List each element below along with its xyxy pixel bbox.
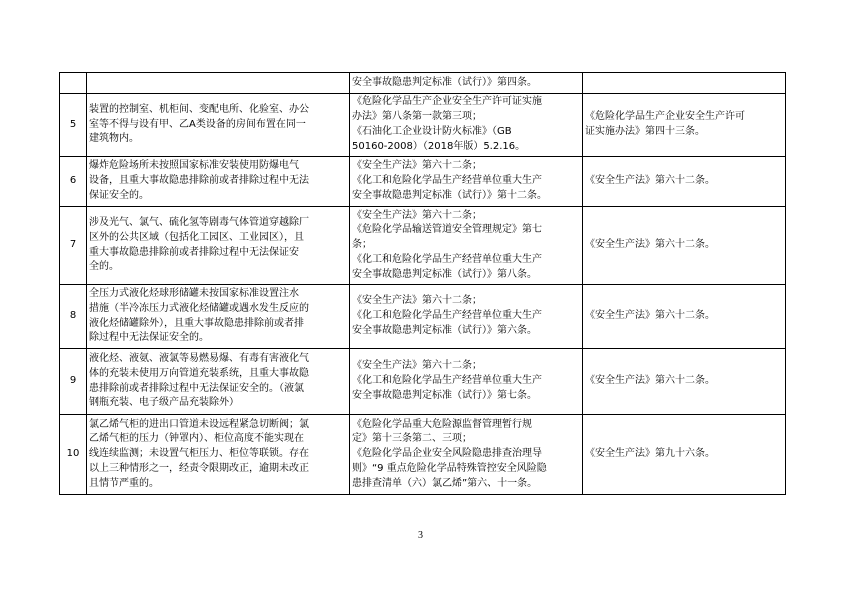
hazard-item-line: 全的。 [89, 261, 119, 273]
penalty-basis-line: 《危险化学品生产企业安全生产许可 [585, 111, 745, 123]
row-number: 6 [60, 157, 87, 207]
penalty-basis-line: 《安全生产法》第六十二条。 [585, 375, 715, 387]
legal-basis-line: 《化工和危险化学品生产经营单位重大生产 [352, 253, 542, 265]
legal-basis-line: 《化工和危险化学品生产经营单位重大生产 [352, 175, 542, 187]
table-row [60, 157, 786, 207]
row-number: 8 [60, 285, 87, 349]
hazard-item-line: 设备，且重大事故隐患排除前或者排除过程中无法 [89, 175, 309, 187]
legal-basis-line: 《安全生产法》第六十二条； [352, 209, 482, 221]
hazard-item-line: 乙烯气柜的压力（钟罩内）、柜位高度不能实现在 [89, 433, 304, 445]
hazard-table [59, 72, 786, 495]
legal-basis-line: 《安全生产法》第六十二条； [352, 360, 482, 372]
legal-basis-line: 《安全生产法》第六十二条； [352, 295, 482, 307]
penalty-basis-cell [583, 207, 786, 285]
hazard-item-cell [87, 285, 350, 349]
legal-basis-line: 定》第十三条第二、三项； [352, 433, 472, 445]
table-row [60, 285, 786, 349]
hazard-item-line: 除过程中无法保证安全的。 [89, 332, 209, 344]
legal-basis-cell [350, 73, 583, 94]
row-number [60, 73, 87, 94]
hazard-item-line: 氯乙烯气柜的进出口管道未设远程紧急切断阀；氯 [89, 418, 309, 430]
row-number: 7 [60, 207, 87, 285]
table-row [60, 415, 786, 495]
row-number: 9 [60, 349, 87, 415]
penalty-basis-line: 《安全生产法》第九十六条。 [585, 448, 715, 460]
legal-basis-line: 《危险化学品生产企业安全生产许可证实施 [352, 96, 542, 108]
legal-basis-line: 安全事故隐患判定标准（试行）》第八条。 [352, 268, 537, 280]
hazard-item-line: 重大事故隐患排除前或者排除过程中无法保证安 [89, 246, 299, 258]
legal-basis-cell [350, 285, 583, 349]
penalty-basis-line: 《安全生产法》第六十二条。 [585, 239, 715, 251]
hazard-item-line: 保证安全的。 [89, 189, 149, 201]
legal-basis-line: 安全事故隐患判定标准（试行）》第十二条。 [352, 189, 547, 201]
legal-basis-line: 《化工和危险化学品生产经营单位重大生产 [352, 310, 542, 322]
hazard-item-line: 装置的控制室、机柜间、变配电所、化验室、办公 [89, 103, 309, 115]
legal-basis-line: 患排查清单（六）氯乙烯”第六、十一条。 [352, 477, 538, 489]
hazard-item-line: 体的充装未使用万向管道充装系统，且重大事故隐 [89, 367, 309, 379]
hazard-item-line: 液化烃储罐除外），且重大事故隐患排除前或者排 [89, 317, 304, 329]
page-number: 3 [418, 530, 423, 541]
penalty-basis-cell [583, 349, 786, 415]
legal-basis-cell [350, 207, 583, 285]
hazard-item-line: 液化烃、液氨、液氯等易燃易爆、有毒有害液化气 [89, 352, 309, 364]
legal-basis-line: 办法》第八条第一款第三项； [352, 111, 482, 123]
table-row [60, 207, 786, 285]
hazard-item-cell [87, 415, 350, 495]
table-row [60, 73, 786, 94]
hazard-item-line: 全压力式液化烃球形储罐未按国家标准设置注水 [89, 287, 299, 299]
row-number: 5 [60, 94, 87, 157]
legal-basis-line: 安全事故隐患判定标准（试行）》第七条。 [352, 389, 537, 401]
penalty-basis-cell [583, 285, 786, 349]
hazard-item-line: 钢瓶充装、电子级产品充装除外） [89, 397, 239, 409]
table-body [60, 73, 786, 495]
legal-basis-line: 50160-2008）（2018年版）5.2.16。 [352, 140, 526, 152]
legal-basis-line: 《危险化学品输送管道安全管理规定》第七 [352, 224, 542, 236]
legal-basis-cell [350, 94, 583, 157]
hazard-item-cell [87, 207, 350, 285]
legal-basis-line: 《安全生产法》第六十二条； [352, 160, 482, 172]
penalty-basis-cell [583, 73, 786, 94]
legal-basis-cell [350, 157, 583, 207]
hazard-item-cell [87, 94, 350, 157]
penalty-basis-cell [583, 157, 786, 207]
table-row [60, 94, 786, 157]
hazard-item-cell [87, 157, 350, 207]
hazard-item-line: 室等不得与设有甲、乙A类设备的房间布置在同一 [89, 118, 306, 130]
legal-basis-line: 《化工和危险化学品生产经营单位重大生产 [352, 375, 542, 387]
penalty-basis-line: 《安全生产法》第六十二条。 [585, 310, 715, 322]
hazard-item-cell [87, 349, 350, 415]
legal-basis-line: 《危险化学品企业安全风险隐患排查治理导 [352, 448, 542, 460]
penalty-basis-cell [583, 415, 786, 495]
hazard-item-line: 区外的公共区域（包括化工园区、工业园区），且 [89, 231, 304, 243]
hazard-item-line: 患排除前或者排除过程中无法保证安全的。（液氯 [89, 382, 304, 394]
legal-basis-line: 则》“9 重点危险化学品特殊管控安全风险隐 [352, 462, 547, 474]
legal-basis-line: 《危险化学品重大危险源监督管理暂行规 [352, 418, 532, 430]
row-number: 10 [60, 415, 87, 495]
penalty-basis-line: 《安全生产法》第六十二条。 [585, 175, 715, 187]
penalty-basis-line: 证实施办法》第四十三条。 [585, 126, 705, 137]
legal-basis-line: 《石油化工企业设计防火标准》（GB [352, 126, 512, 137]
legal-basis-line: 条； [352, 239, 372, 251]
hazard-item-line: 以上三种情形之一，经责令限期改正，逾期未改正 [89, 462, 309, 474]
hazard-item-line: 建筑物内。 [89, 133, 139, 145]
hazard-item-line: 涉及光气、氯气、硫化氢等剧毒气体管道穿越除厂 [89, 216, 309, 228]
legal-basis-cell [350, 415, 583, 495]
penalty-basis-cell [583, 94, 786, 157]
hazard-item-line: 线连续监测；未设置气柜压力、柜位等联锁。存在 [89, 448, 309, 460]
legal-basis-line: 安全事故隐患判定标准（试行）》第六条。 [352, 324, 537, 336]
hazard-item-line: 且情节严重的。 [89, 477, 159, 489]
hazard-item-line: 措施（半冷冻压力式液化烃储罐或遇水发生反应的 [89, 302, 309, 314]
hazard-item-cell [87, 73, 350, 94]
hazard-item-line: 爆炸危险场所未按照国家标准安装使用防爆电气 [89, 160, 299, 172]
table-row [60, 349, 786, 415]
legal-basis-cell [350, 349, 583, 415]
legal-basis-line: 安全事故隐患判定标准（试行）》第四条。 [352, 76, 537, 88]
